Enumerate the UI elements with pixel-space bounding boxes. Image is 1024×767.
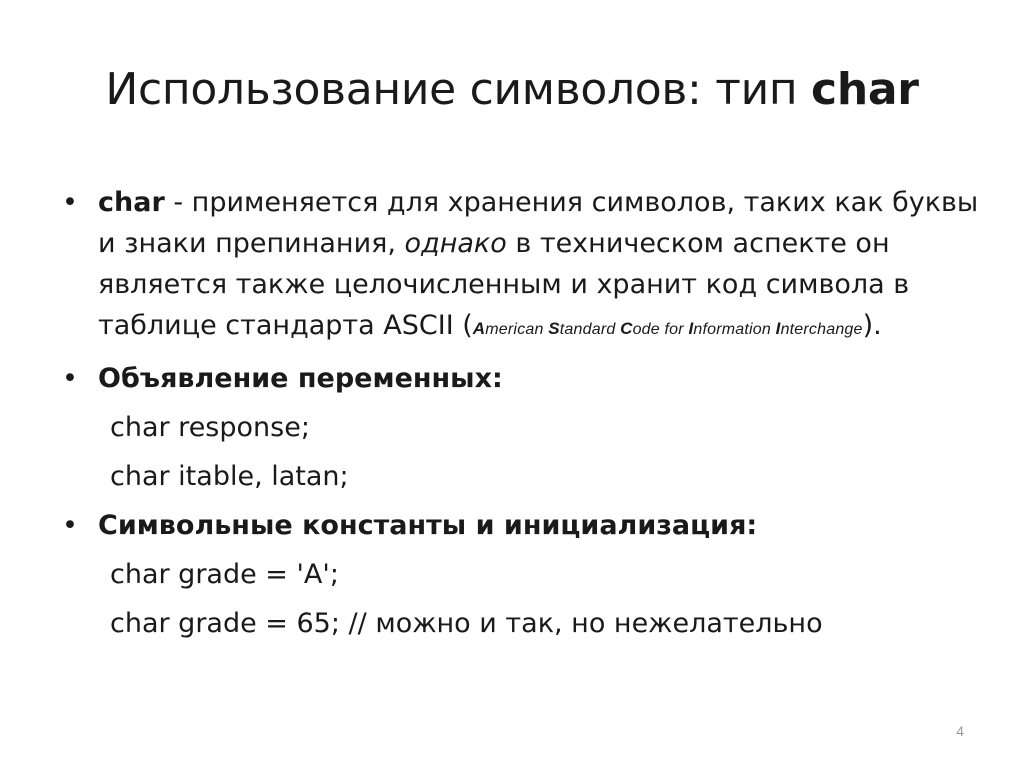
- title-text: Использование символов: тип: [105, 64, 812, 115]
- slide-title: [0, 62, 1024, 118]
- title-keyword: char: [811, 64, 919, 115]
- description-text-c: ).: [862, 310, 882, 341]
- code-line: char itable, latan;: [110, 461, 349, 492]
- acronym-cap: I: [688, 319, 694, 338]
- acronym-rest: ode for: [632, 321, 689, 338]
- acronym-rest: nformation: [693, 321, 776, 338]
- code-line: char grade = 'A';: [110, 559, 339, 590]
- declaration-heading: Объявление переменных:: [98, 363, 503, 394]
- description-text-b: в техническом аспекте он является также целочисленным и хранит код символа в таблице стандарта ASCII (: [98, 228, 910, 341]
- bullet-dot-icon: •: [62, 363, 78, 394]
- ascii-acronym: [473, 321, 863, 338]
- code-line: char grade = 65; // можно и так, но нежелательно: [110, 608, 823, 639]
- acronym-cap: A: [472, 319, 486, 338]
- description-text-a: - применяется для хранения символов, таких как буквы и знаки препинания,: [98, 187, 979, 259]
- constants-heading: Символьные константы и инициализация:: [98, 510, 758, 541]
- italic-word: однако: [404, 228, 507, 259]
- acronym-rest: tandard: [559, 321, 621, 338]
- term-char: char: [98, 187, 165, 218]
- acronym-cap: C: [620, 319, 633, 338]
- bullet-dot-icon: •: [62, 510, 78, 541]
- acronym-rest: nterchange: [780, 321, 863, 338]
- bullet-declaration: [62, 358, 982, 399]
- acronym-cap: S: [548, 319, 560, 338]
- code-line: char response;: [110, 412, 310, 443]
- acronym-rest: merican: [485, 321, 549, 338]
- acronym-cap: I: [775, 319, 781, 338]
- slide-body: [62, 182, 982, 644]
- page-number: 4: [956, 723, 964, 739]
- bullet-constants: [62, 505, 982, 546]
- bullet-char-description: [62, 182, 982, 350]
- bullet-dot-icon: •: [62, 187, 78, 218]
